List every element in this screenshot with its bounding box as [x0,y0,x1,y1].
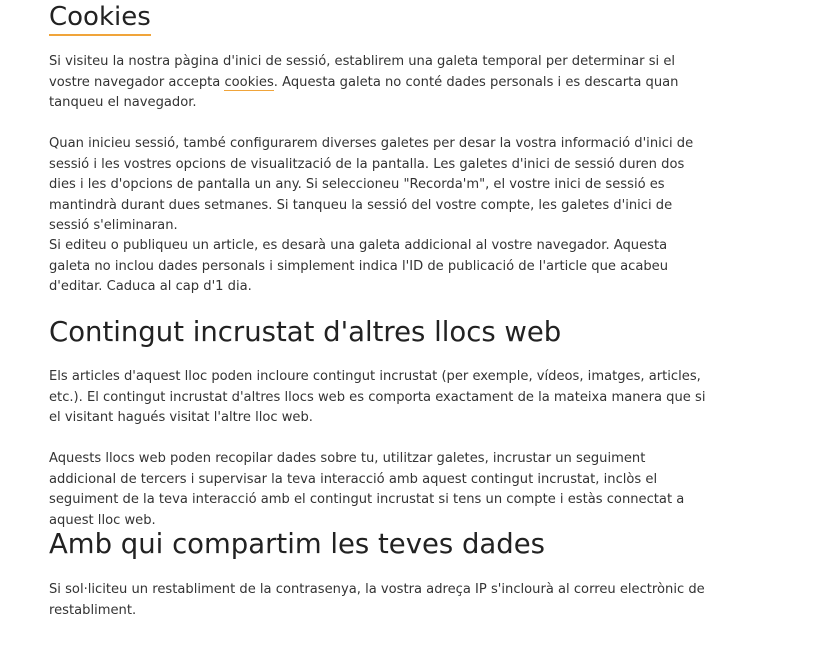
data-sharing-heading: Amb qui compartim les teves dades [49,528,545,560]
embedded-content-paragraph-2: Aquests llocs web poden recopilar dades sobre tu, utilitzar galetes, incrustar un seguiment addicional de tercers i supervisar la teva interacció amb aquest contingut incrustat, inclòs el seguiment de la teva interacció amb el contingut incrustat si tens un compte i estàs connectat a aquest lloc web. [49,451,685,528]
data-sharing-paragraph-1: Si sol·liciteu un restabliment de la contrasenya, la vostra adreça IP s'inclourà al correu electrònic de restabliment. [49,582,705,618]
cookies-paragraph-1-text-b: . Aquesta galeta no conté dades personals i es descarta quan tanqueu el navegador. [49,74,679,110]
cookies-paragraph-3: Si editeu o publiqueu un article, es desarà una galeta addicional al vostre navegador. Aquesta galeta no inclou dades personals i simplement indica l'ID de publicació de l'article que acabeu d'editar. Caduca al cap d'1 dia. [49,238,669,294]
embedded-content-paragraph-1: Els articles d'aquest lloc poden incloure contingut incrustat (per exemple, vídeos, imatges, articles, etc.). El contingut incrustat d'altres llocs web es comporta exactament de la mateixa manera que si el visitant hagués visitat l'altre lloc web. [49,369,706,425]
cookies-paragraph-1-text-a: Si visiteu la nostra pàgina d'inici de sessió, establirem una galeta temporal per determinar si el vostre navegador accepta [49,54,676,90]
cookies-paragraph-1 [49,52,709,114]
cookies-paragraph-2: Quan inicieu sessió, també configurarem diverses galetes per desar la vostra informació d'inici de sessió i les vostres opcions de visualització de la pantalla. Les galetes d'inici de sessió duren dos dies i les d'opcions de pantalla un any. Si seleccioneu "Recorda'm", el vostre inici de sessió es mantindrà durant dues setmanes. Si tanqueu la sessió del vostre compte, les galetes d'inici de sessió s'eliminaran. [49,136,694,233]
cookies-heading: Cookies [49,2,151,36]
cookies-link[interactable]: cookies [224,74,274,90]
embedded-content-heading: Contingut incrustat d'altres llocs web [49,316,562,348]
